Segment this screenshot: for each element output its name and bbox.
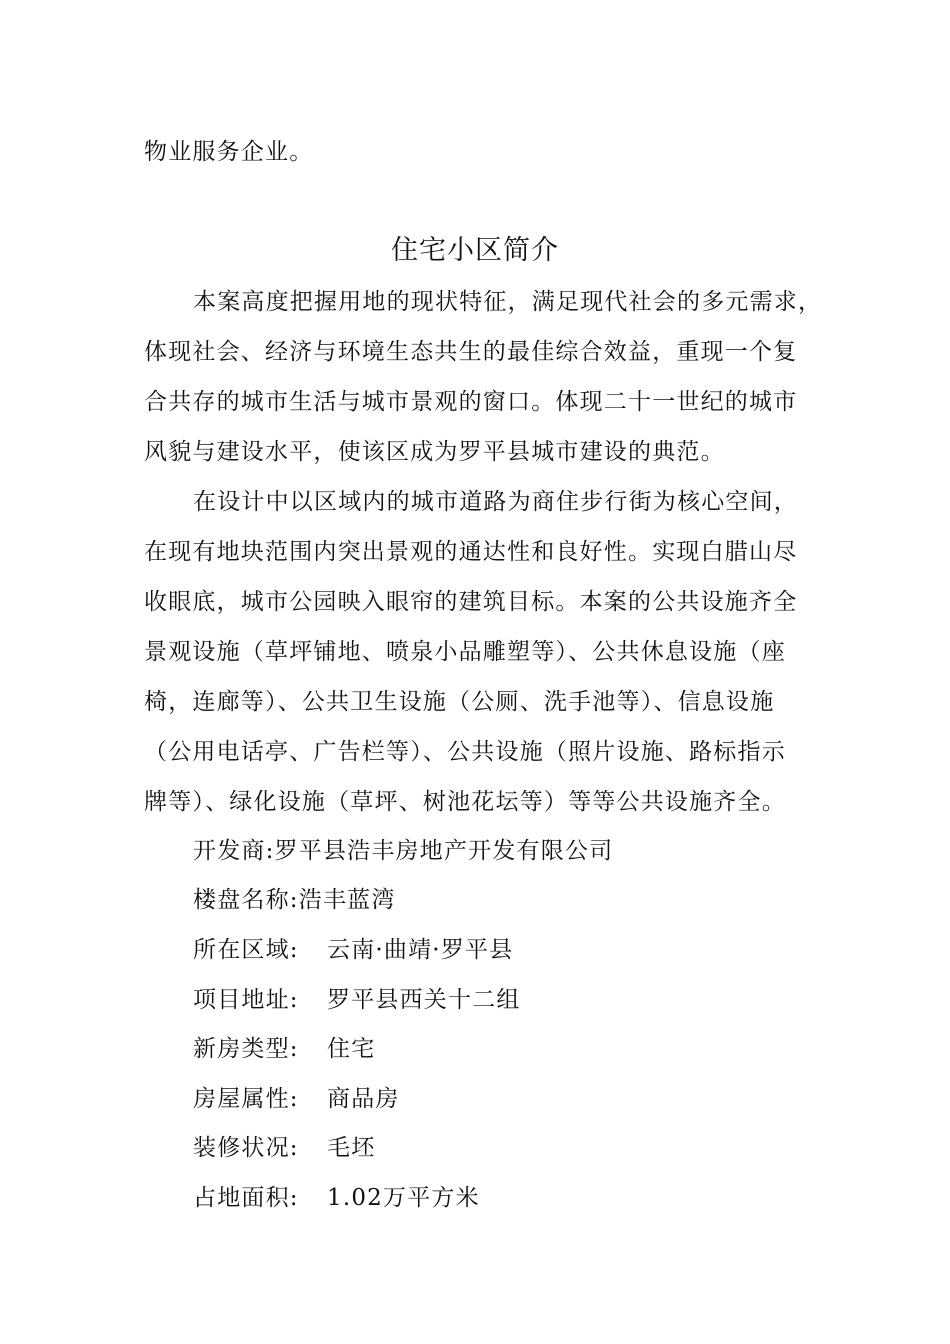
info-row (193, 1183, 873, 1213)
info-label: 装修状况: (193, 1135, 299, 1161)
info-row (193, 885, 873, 915)
info-value: 云南·曲靖·罗平县 (327, 937, 514, 963)
info-value: 罗平县西关十二组 (327, 987, 521, 1013)
info-row (193, 935, 873, 965)
paragraph-line: 景观设施（草坪铺地、喷泉小品雕塑等）、公共休息设施（座 (144, 639, 786, 665)
info-value: 住宅 (327, 1036, 376, 1062)
carryover-text: 物业服务企业。 (144, 139, 314, 165)
info-label: 新房类型: (193, 1036, 299, 1062)
paragraph-line: 合共存的城市生活与城市景观的窗口。体现二十一世纪的城市 (144, 389, 798, 415)
paragraph-line: 在现有地块范围内突出景观的通达性和良好性。实现白腊山尽 (144, 539, 798, 565)
info-label: 楼盘名称: (193, 887, 299, 913)
info-value: 浩丰蓝湾 (298, 887, 396, 913)
paragraph-line: 椅，连廊等）、公共卫生设施（公厕、洗手池等）、信息设施 (144, 689, 775, 715)
paragraph-line: 本案高度把握用地的现状特征，满足现代社会的多元需求， (193, 289, 823, 315)
info-value: 毛坯 (327, 1135, 376, 1161)
info-value: 商品房 (327, 1086, 400, 1112)
info-label: 房屋属性: (193, 1086, 299, 1112)
paragraph-line: 收眼底，城市公园映入眼帘的建筑目标。本案的公共设施齐全 (144, 589, 798, 615)
info-label: 占地面积: (193, 1185, 299, 1211)
paragraph-line: （公用电话亭、广告栏等）、公共设施（照片设施、路标指示 (144, 739, 786, 765)
section-title: 住宅小区简介 (391, 235, 559, 266)
paragraph-line: 牌等）、绿化设施（草坪、树池花坛等）等等公共设施齐全。 (144, 789, 786, 815)
paragraph-line: 在设计中以区域内的城市道路为商住步行街为核心空间， (193, 489, 798, 515)
info-row (193, 1084, 873, 1114)
paragraph-line: 风貌与建设水平，使该区成为罗平县城市建设的典范。 (144, 439, 725, 465)
paragraph-line: 体现社会、经济与环境生态共生的最佳综合效益，重现一个复 (144, 339, 798, 365)
developer-line: 开发商:罗平县浩丰房地产开发有限公司 (193, 838, 614, 864)
info-label: 所在区域: (193, 937, 299, 963)
info-row (193, 985, 873, 1015)
info-row (193, 1133, 873, 1163)
info-row (193, 1034, 873, 1064)
info-value: 1.02万平方米 (327, 1185, 480, 1211)
info-label: 项目地址: (193, 987, 299, 1013)
